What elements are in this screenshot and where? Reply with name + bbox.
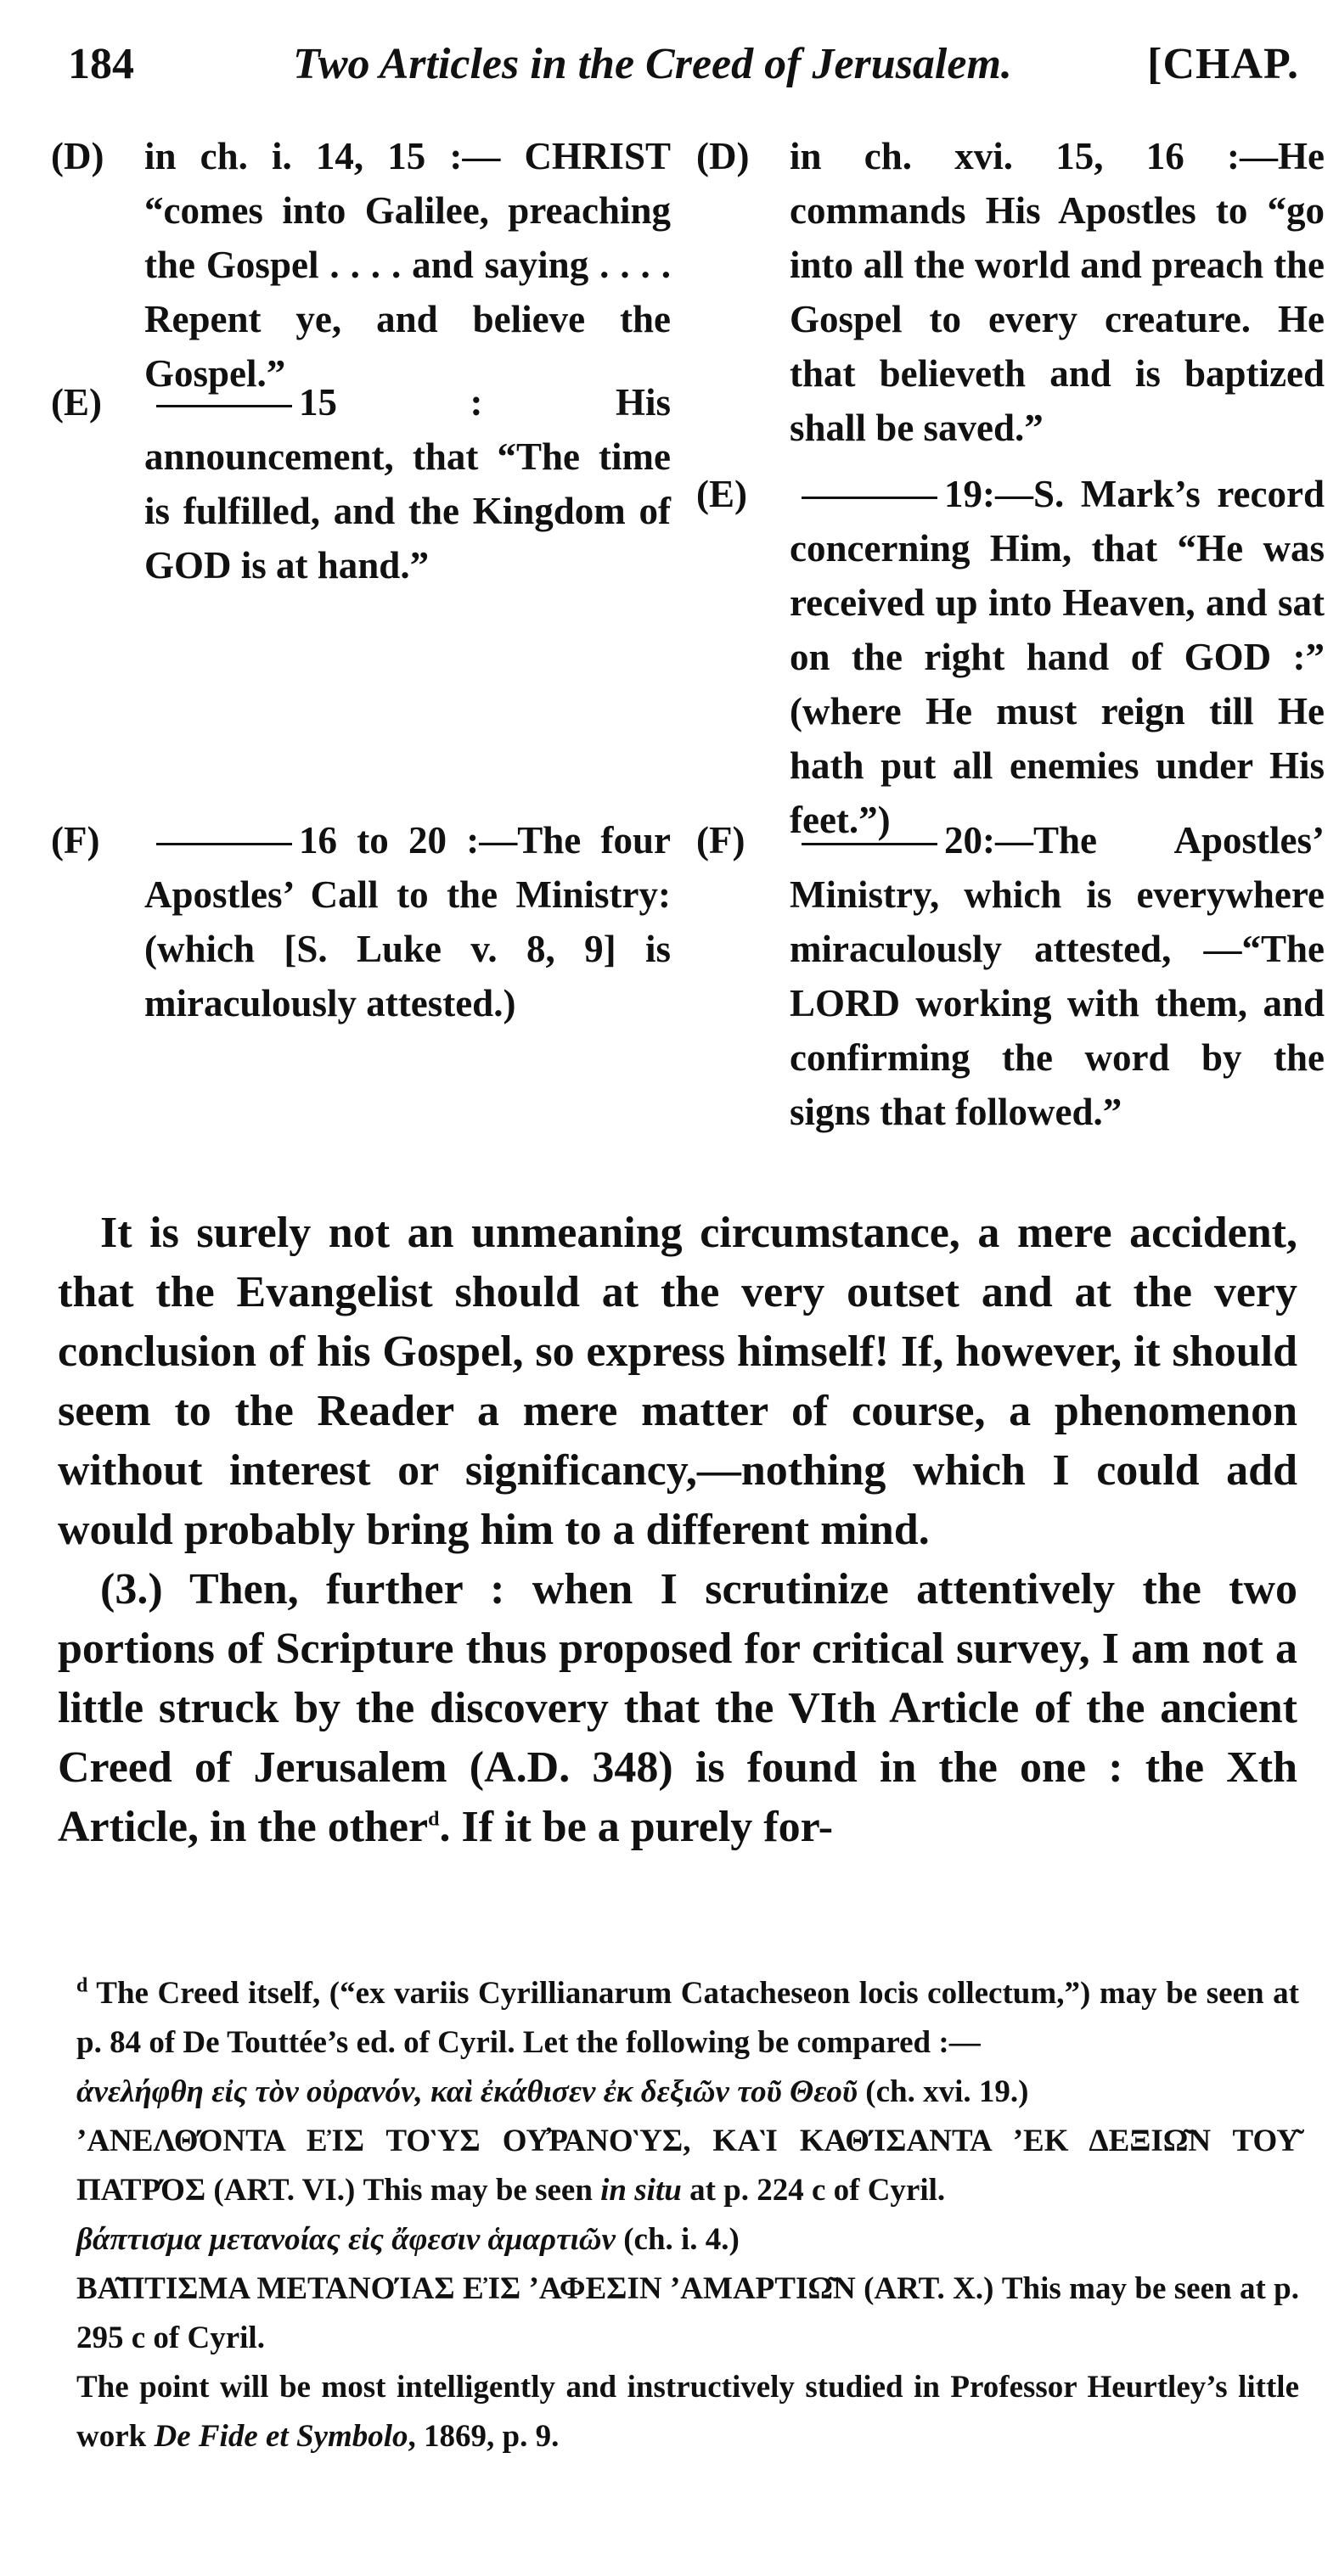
- right-entry-d: [696, 129, 1325, 452]
- main-text: [58, 1204, 1297, 1857]
- entry-label: (E): [51, 381, 102, 424]
- running-title: Two Articles in the Creed of Jerusalem.: [293, 40, 1012, 88]
- ditto-dash: [802, 497, 937, 499]
- footnote-marker: d: [76, 1974, 88, 1997]
- entry-ref: 15 :: [299, 381, 483, 424]
- footnotes: [34, 1969, 1299, 2461]
- greek-quote-1: ἀνελήφθη εἰς τὸν οὐρανόν, καὶ ἐκάθισεν ἐκ δεξιῶν τοῦ Θεοῦ (ch. xvi. 19.): [76, 2074, 1029, 2109]
- entry-text: 19:—S. Mark’s record concerning Him, that “He was received up into Heaven, and sat on the right hand of GOD :” (where He must reign till He hath put all enemies under His feet.”): [790, 473, 1325, 841]
- entry-text: 16 to 20 :—The four Apostles’ Call to the Ministry: (which [S. Luke v. 8, 9] is miraculously attested.): [144, 819, 671, 1024]
- footnote-intro: $^d$ The Creed itself, (“ex variis Cyrillianarum Catacheseon locis collectum,”) may be seen at p. 84 of De Touttée’s ed. of Cyril. Let the following be compared :—: [76, 1974, 1299, 2060]
- entry-text: in ch. xvi. 15, 16 :—He commands His Apostles to “go into all the world and preach the Gospel to every creature. He that believeth and is baptized shall be saved.”: [790, 135, 1325, 449]
- paragraph-1: It is surely not an unmeaning circumstance, a mere accident, that the Evangelist should at the very outset and at the very conclusion of his Gospel, so express himself! If, however, it should seem to the Reader a mere matter of course, a phenomenon without interest or significancy,—nothing which I could add would probably bring him to a different mind.: [58, 1209, 1297, 1554]
- book-title: De Fide et Symbolo: [154, 2419, 408, 2454]
- left-entry-e: [51, 375, 679, 586]
- chapter-marker: [CHAP.: [1147, 40, 1299, 88]
- entry-ref: 16 to 20 :: [299, 819, 480, 861]
- ditto-dash: [156, 843, 292, 845]
- footnote-closing: The point will be most intelligently and instructively studied in Professor Heurtley’s little work De Fide et Symbolo, 1869, p. 9.: [76, 2370, 1299, 2454]
- entry-label: (F): [51, 819, 100, 861]
- entry-label: (F): [696, 819, 745, 861]
- paragraph-2: (3.) Then, further : when I scrutinize attentively the two portions of Scripture thus proposed for critical survey, I am not a little struck by the discovery that the VIth Article of the ancient Creed of Jerusalem (A.D. 348) is found in the one : the Xth Article, in the other$^d$. If it be a purely for-: [58, 1565, 1297, 1851]
- entry-text: in ch. i. 14, 15 :— CHRIST “comes into Galilee, preaching the Gospel . . . . and saying . . . . Repent ye, and believe the Gospel.”: [144, 135, 671, 395]
- creed-article-10: ΒΑ͂ΠΤΙΣΜΑ ΜΕΤΑΝΟΊΑΣ ΕἸΣ ’ΑΦΕΣΙΝ ’ΑΜΑΡΤΙΩ͂Ν (ART. X.) This may be seen at p. 295 c of Cyril.: [76, 2271, 1300, 2355]
- entry-ref: 19:: [944, 473, 995, 515]
- left-entry-f: [51, 813, 679, 1024]
- entry-text: 15 : His announcement, that “The time is fulfilled, and the Kingdom of GOD is at hand.”: [144, 381, 671, 586]
- ditto-dash: [156, 405, 292, 407]
- left-entry-d: [51, 129, 679, 395]
- entry-label: (E): [696, 473, 747, 515]
- entry-text: 20:—The Apostles’ Ministry, which is everywhere miraculously attested, —“The LORD working with them, and confirming the word by the signs that followed.”: [790, 819, 1325, 1133]
- right-entry-f: [696, 813, 1325, 1204]
- footnote-ref[interactable]: d: [428, 1808, 440, 1831]
- greek-quote-2: βάπτισμα μετανοίας εἰς ἄφεσιν ἁμαρτιῶν (ch. i. 4.): [76, 2222, 740, 2257]
- entry-label: (D): [51, 135, 104, 177]
- page-number: 184: [68, 40, 134, 88]
- ditto-dash: [802, 843, 937, 845]
- running-header: [59, 34, 1299, 93]
- entry-label: (D): [696, 135, 750, 177]
- creed-article-6: ’ΑΝΕΛΘΌΝΤΑ ΕἸΣ ΤΟῪΣ ΟΥ̓ΡΑΝΟῪΣ, ΚΑῚ ΚΑΘΊΣΑΝΤΑ ’ΕΚ ΔΕΞΙΩ͂Ν ΤΟΥ͂ ΠΑΤΡΌΣ (ART. VI.) This may be seen in situ at p. 224 c of Cyril.: [76, 2124, 1299, 2208]
- entry-ref: 20:: [944, 819, 995, 861]
